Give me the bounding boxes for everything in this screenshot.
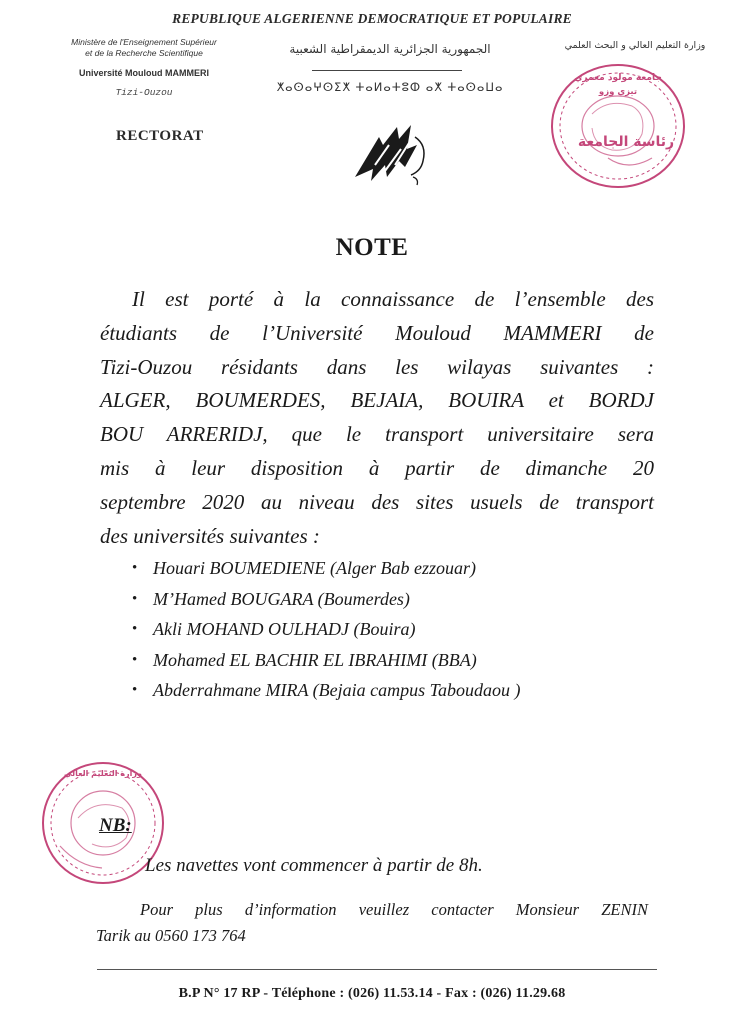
university-name: Houari BOUMEDIENE (Alger Bab ezzouar) bbox=[153, 558, 476, 578]
list-item bbox=[132, 614, 652, 645]
university-name: Akli MOHAND OULHADJ (Bouira) bbox=[153, 619, 416, 639]
footer-divider bbox=[97, 969, 657, 970]
bullet-icon: • bbox=[132, 682, 138, 698]
ministry-line-2: et de la Recherche Scientifique bbox=[85, 48, 203, 58]
nb-label: NB: bbox=[99, 815, 132, 836]
body-line-1: Il est porté à la connaissance de l’ensemble des bbox=[132, 287, 654, 311]
university-name-tifinagh: ⵅⴰⵙⴰⵖⵙⵉⵅ ⵜⴰⵍⴰⵜⵓⵀ ⴰⵅ ⵜⴰⵙⴰⵡⴰ bbox=[276, 80, 504, 94]
body-line-6: mis à leur disposition à partir de dimanche 20 bbox=[100, 455, 654, 480]
republic-heading-arabic: الجمهورية الجزائرية الديمقراطية الشعبية bbox=[289, 42, 491, 56]
info-line-1: Pour plus d’information veuillez contacter Monsieur ZENIN bbox=[140, 900, 648, 919]
rectorate-stamp-icon bbox=[548, 62, 688, 190]
city-name-fr: Tizi-Ouzou bbox=[115, 87, 173, 98]
contact-info bbox=[96, 897, 648, 949]
note-body bbox=[100, 283, 654, 553]
list-item bbox=[132, 584, 652, 615]
stamp-top-line-2: تيزي وزو bbox=[598, 87, 638, 97]
university-logo-icon bbox=[345, 115, 435, 190]
body-line-2: étudiants de l’Université Mouloud MAMMERI de bbox=[100, 320, 654, 345]
university-name: Abderrahmane MIRA (Bejaia campus Taboudaou ) bbox=[153, 680, 521, 700]
list-item bbox=[132, 645, 652, 676]
university-name: Mohamed EL BACHIR EL IBRAHIMI (BBA) bbox=[153, 649, 477, 670]
body-line-7: septembre 2020 au niveau des sites usuels de transport bbox=[100, 489, 654, 514]
university-list bbox=[132, 553, 652, 706]
note-title: NOTE bbox=[335, 234, 409, 261]
stamp-top-line-1: جامعة مولود معمري bbox=[574, 73, 662, 83]
bullet-icon: • bbox=[132, 590, 138, 607]
header-divider bbox=[312, 70, 462, 71]
nb-text: Les navettes vont commencer à partir de 8h. bbox=[145, 855, 483, 876]
bullet-icon: • bbox=[132, 560, 138, 576]
stamp-top-line-3: رئاسة الجامعة bbox=[577, 134, 675, 150]
university-name: M’Hamed BOUGARA (Boumerdes) bbox=[153, 588, 410, 609]
list-item bbox=[132, 553, 652, 584]
ministry-name-fr bbox=[44, 37, 244, 59]
body-line-5: BOU ARRERIDJ, que le transport universitaire sera bbox=[100, 422, 654, 447]
rectorat-label: RECTORAT bbox=[116, 128, 204, 144]
body-line-3: Tizi-Ouzou résidants dans les wilayas suivantes : bbox=[100, 354, 654, 379]
stamp-bottom-line-1: وزارة التعليم العالي bbox=[64, 769, 142, 778]
university-name-fr: Université Mouloud MAMMERI bbox=[79, 68, 209, 78]
body-line-4: ALGER, BOUMERDES, BEJAIA, BOUIRA et BORDJ bbox=[100, 388, 654, 413]
ministry-line-1: Ministère de l'Enseignement Supérieur bbox=[71, 37, 217, 47]
bullet-icon: • bbox=[132, 651, 138, 668]
republic-heading: REPUBLIQUE ALGERIENNE DEMOCRATIQUE ET POPULAIRE bbox=[172, 11, 572, 26]
info-line-2: Tarik au 0560 173 764 bbox=[96, 926, 246, 945]
list-item bbox=[132, 675, 652, 706]
body-line-8: des universités suivantes : bbox=[100, 523, 320, 548]
bullet-icon: • bbox=[132, 621, 138, 637]
footer-contact: B.P N° 17 RP - Téléphone : (026) 11.53.14 - Fax : (026) 11.29.68 bbox=[178, 986, 566, 1001]
ministry-name-arabic: وزارة التعليم العالي و البحث العلمي bbox=[564, 40, 706, 51]
